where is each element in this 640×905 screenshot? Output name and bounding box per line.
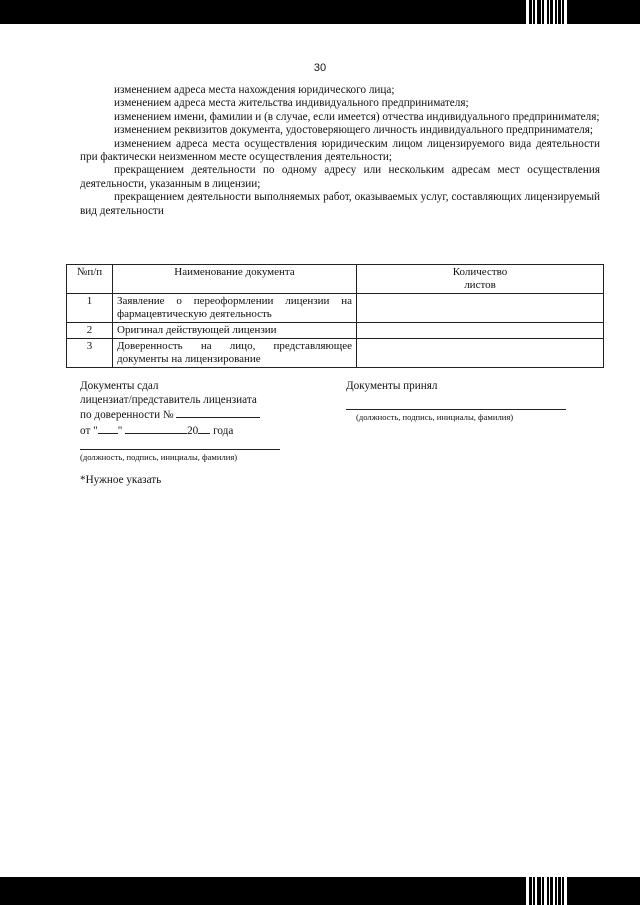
reason-paragraph: изменением адреса места нахождения юридического лица; bbox=[114, 84, 395, 96]
row-number: 1 bbox=[67, 294, 113, 323]
col-header-sheet-count bbox=[357, 265, 604, 294]
submitted-title: Документы сдал bbox=[80, 380, 159, 392]
row-sheet-count bbox=[357, 339, 604, 368]
row-document-name: Оригинал действующей лицензии bbox=[113, 323, 357, 339]
table-row bbox=[67, 323, 604, 339]
power-of-attorney-number-field[interactable] bbox=[176, 407, 260, 418]
accepted-title: Документы принял bbox=[346, 380, 438, 392]
row-document-name: Заявление о переоформлении лицензии на фармацевтическую деятельность bbox=[113, 294, 357, 323]
date-year-field[interactable] bbox=[198, 423, 210, 434]
row-sheet-count bbox=[357, 323, 604, 339]
power-of-attorney-line bbox=[80, 407, 320, 423]
reason-paragraph: изменением адреса места осуществления юридическим лицом лицензируемого вида деятельности при фактически неизменном месте осуществления деятельности; bbox=[80, 137, 600, 164]
signature-block-accepted bbox=[346, 380, 586, 423]
accepted-signature-caption: (должность, подпись, инициалы, фамилия) bbox=[356, 412, 514, 422]
reason-paragraph: прекращением деятельности по одному адресу или нескольким адресам мест осуществления деятельности, указанным в лицензии; bbox=[80, 164, 600, 190]
col-header-sheet-count-line2: листов bbox=[464, 279, 496, 291]
signature-block-submitted bbox=[80, 380, 320, 463]
barcode-bottom bbox=[522, 877, 632, 905]
col-header-number: №п/п bbox=[67, 265, 113, 294]
documents-table bbox=[66, 264, 604, 368]
license-change-reasons bbox=[80, 84, 600, 218]
submitted-role: лицензиат/представитель лицензиата bbox=[80, 393, 257, 406]
table-row bbox=[67, 294, 604, 323]
barcode-top bbox=[522, 0, 632, 24]
scan-border-bottom bbox=[0, 877, 640, 905]
power-of-attorney-label: по доверенности № bbox=[80, 409, 174, 422]
date-prefix: от " bbox=[80, 424, 98, 437]
col-header-sheet-count-line1: Количество bbox=[452, 266, 508, 278]
date-month-field[interactable] bbox=[125, 423, 187, 434]
row-number: 2 bbox=[67, 323, 113, 339]
reason-paragraph: изменением реквизитов документа, удостоверяющего личность индивидуального предпринимателя; bbox=[114, 124, 593, 137]
row-document-name: Доверенность на лицо, представляющее документы на лицензирование bbox=[113, 339, 357, 368]
table-header-row bbox=[67, 265, 604, 294]
reason-paragraph: изменением адреса места жительства индивидуального предпринимателя; bbox=[114, 97, 469, 110]
date-suffix: года bbox=[213, 424, 234, 437]
table-row bbox=[67, 339, 604, 368]
date-quote: " bbox=[117, 424, 123, 437]
accepted-signature-line[interactable] bbox=[346, 396, 566, 410]
reason-paragraph: прекращением деятельности выполняемых работ, оказываемых услуг, составляющих лицензируемый вид деятельности bbox=[80, 191, 600, 217]
date-year-prefix: 20 bbox=[187, 424, 199, 437]
scan-border-top bbox=[0, 0, 640, 24]
row-sheet-count bbox=[357, 294, 604, 323]
date-day-field[interactable] bbox=[98, 423, 118, 434]
page-number: 30 bbox=[313, 62, 327, 74]
footnote: *Нужное указать bbox=[80, 474, 162, 486]
row-number: 3 bbox=[67, 339, 113, 368]
submitted-signature-line[interactable] bbox=[80, 438, 280, 450]
submitted-signature-caption: (должность, подпись, инициалы, фамилия) bbox=[80, 452, 238, 463]
reason-paragraph: изменением имени, фамилии и (в случае, если имеется) отчества индивидуального предпринимателя; bbox=[114, 110, 600, 123]
date-line bbox=[80, 423, 320, 439]
col-header-document-name: Наименование документа bbox=[113, 265, 357, 294]
